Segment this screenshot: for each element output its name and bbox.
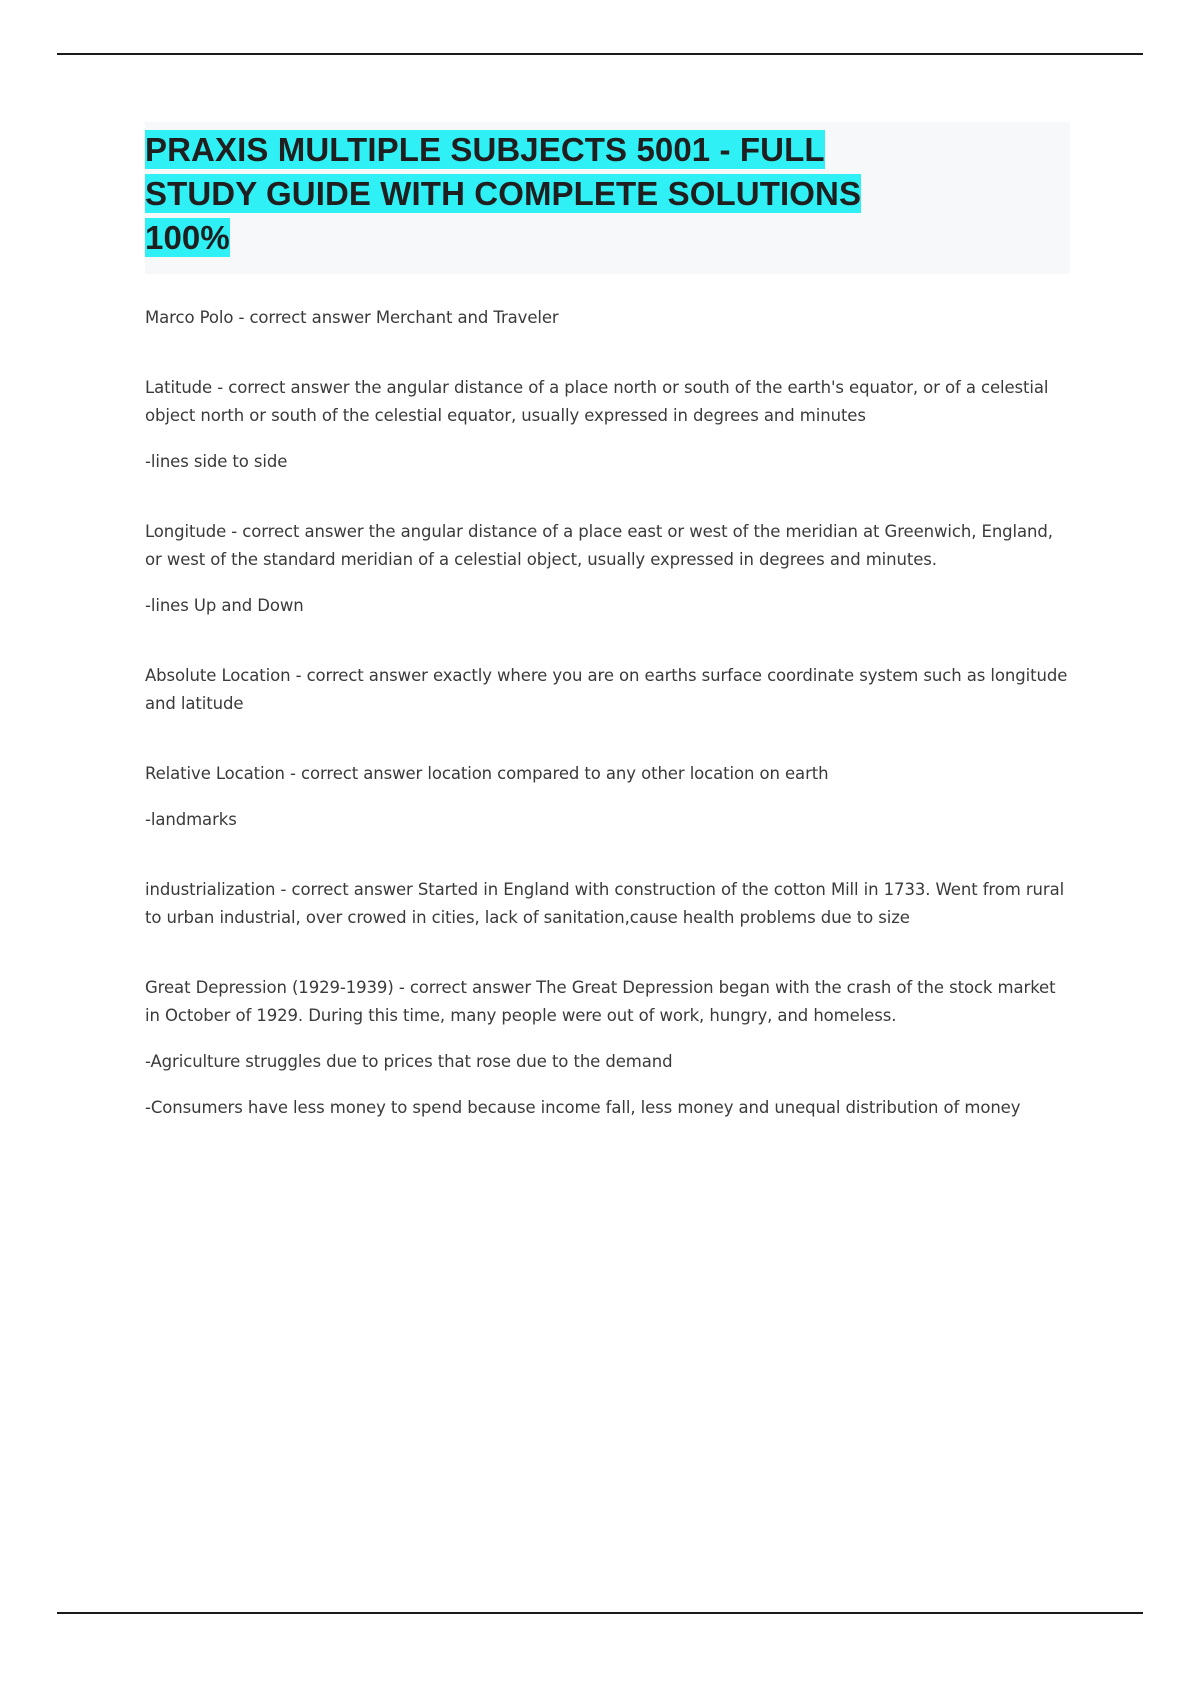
study-entry xyxy=(145,374,1070,476)
entry-paragraph: Longitude - correct answer the angular distance of a place east or west of the meridian at Greenwich, England, or west of the standard meridian of a celestial object, usually expressed in degrees and minutes. xyxy=(145,522,1053,569)
page-title-text-1: PRAXIS MULTIPLE SUBJECTS 5001 - FULL xyxy=(145,131,825,168)
study-entry xyxy=(145,304,1070,332)
entry-paragraph: Great Depression (1929-1939) - correct answer The Great Depression began with the crash of the stock market in October of 1929. During this time, many people were out of work, hungry, and homeless. xyxy=(145,978,1056,1025)
entry-subpoint: -Consumers have less money to spend because income fall, less money and unequal distribution of money xyxy=(145,1098,1021,1117)
header-divider xyxy=(57,53,1143,55)
entry-paragraph: Marco Polo - correct answer Merchant and Traveler xyxy=(145,308,559,327)
entry-subpoint: -lines Up and Down xyxy=(145,596,304,615)
page-title-line-3 xyxy=(145,216,1070,260)
document-content xyxy=(145,122,1070,1122)
entry-paragraph: Relative Location - correct answer location compared to any other location on earth xyxy=(145,764,829,783)
page-title-line-2 xyxy=(145,172,1070,216)
entry-subpoint: -lines side to side xyxy=(145,452,288,471)
page-title-text-3: 100% xyxy=(145,219,230,256)
entry-subpoint: -Agriculture struggles due to prices that rose due to the demand xyxy=(145,1052,673,1071)
page-title-line-1 xyxy=(145,128,1070,172)
entry-paragraph: Absolute Location - correct answer exactly where you are on earths surface coordinate system such as longitude and latitude xyxy=(145,666,1068,713)
page-title xyxy=(145,122,1070,274)
footer-divider xyxy=(57,1612,1143,1614)
entry-paragraph: Latitude - correct answer the angular distance of a place north or south of the earth's equator, or of a celestial object north or south of the celestial equator, usually expressed in degrees and minutes xyxy=(145,378,1049,425)
entry-subpoint: -landmarks xyxy=(145,810,237,829)
study-entry xyxy=(145,518,1070,620)
entry-paragraph: industrialization - correct answer Started in England with construction of the cotton Mill in 1733. Went from rural to urban industrial, over crowed in cities, lack of sanitation,cause health problems due to size xyxy=(145,880,1065,927)
study-entry xyxy=(145,760,1070,834)
study-entry xyxy=(145,662,1070,718)
study-entry xyxy=(145,974,1070,1122)
study-entry xyxy=(145,876,1070,932)
page-title-text-2: STUDY GUIDE WITH COMPLETE SOLUTIONS xyxy=(145,175,862,212)
